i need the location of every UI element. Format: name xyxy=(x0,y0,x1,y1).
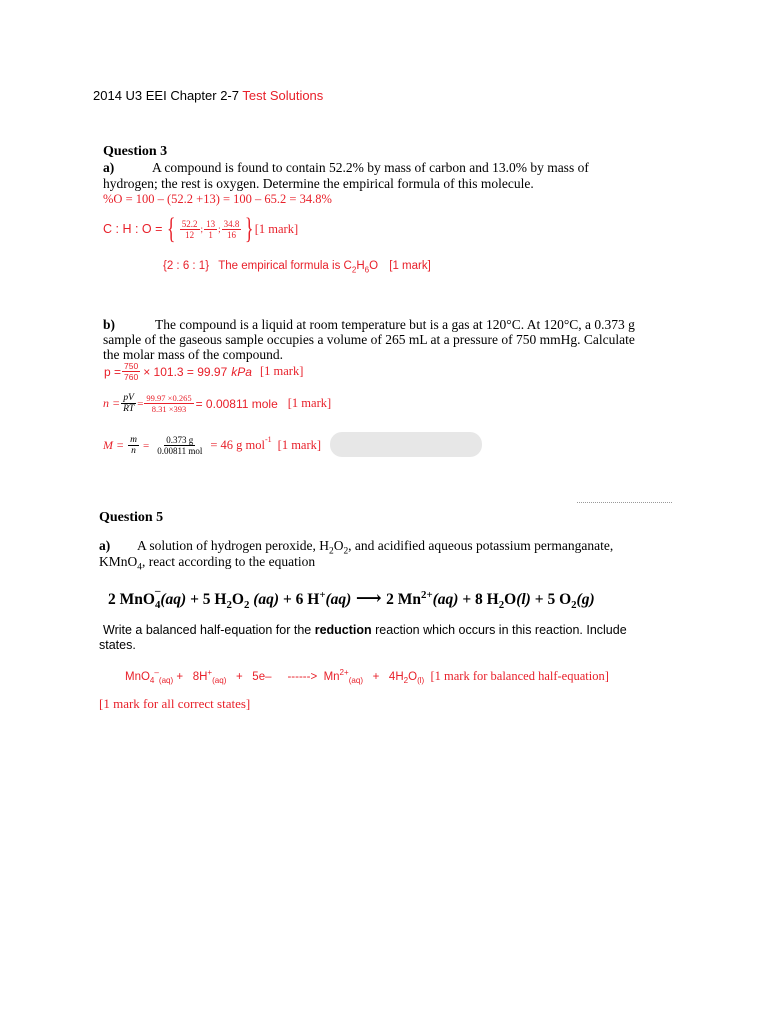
q5-instruction xyxy=(103,622,627,638)
q3-part-a-line1 xyxy=(103,160,589,176)
header-title: 2014 U3 EEI Chapter 2-7 xyxy=(93,88,243,103)
m-mark: [1 mark] xyxy=(277,438,322,452)
q5-a-text2-post: , react according to the equation xyxy=(141,554,316,569)
n-mark: [1 mark] xyxy=(287,396,332,410)
frac-den: 1 xyxy=(208,229,213,240)
q3-moles-calc: n = $\frac{pV}{RT}$ = $\frac{99.97 \times 0.265}{8.31 \times 393}$ = 0.00811 mole [1 mark] xyxy=(103,393,332,414)
eq-part: 2 Mn xyxy=(386,591,422,608)
m-formula-frac xyxy=(128,435,139,456)
sup: – xyxy=(154,585,161,597)
frac-num: 0.373 g xyxy=(166,435,194,445)
frac-den: 0.00811 mol xyxy=(157,446,203,456)
q3-ratio-frac-c xyxy=(180,219,200,240)
sub: 2 xyxy=(351,265,357,275)
m-superscript: -1 xyxy=(264,435,272,444)
sub: 2 xyxy=(343,546,349,557)
q5-a-text1-pre: A solution of hydrogen peroxide, H xyxy=(137,538,329,553)
right-brace-icon: } xyxy=(245,212,254,245)
q3-b-text2: sample of the gaseous sample occupies a volume of 265 mL at a pressure of 750 mmHg. Calculate xyxy=(103,332,635,347)
q5-a-text1-mid: O xyxy=(333,538,344,553)
sub: 4 xyxy=(154,599,161,612)
sup: 2+ xyxy=(339,668,349,677)
frac-den: RT xyxy=(123,404,135,414)
eq-part: + 5 O xyxy=(530,591,572,608)
q5-a-text1-post: , and acidified aqueous potassium permanganate, xyxy=(348,538,614,553)
eq-state: (g) xyxy=(576,591,595,608)
sub: 2 xyxy=(328,546,334,557)
o-letter: O xyxy=(369,260,379,272)
frac-den: 760 xyxy=(124,372,139,382)
half-eq-part: MnO xyxy=(125,670,150,683)
frac-den: 12 xyxy=(185,229,195,240)
q5-states-mark: [1 mark for all correct states] xyxy=(99,696,251,711)
frac-num: 750 xyxy=(124,361,139,371)
sup: + xyxy=(319,588,326,601)
frac-den: 16 xyxy=(226,229,236,240)
eq-part: + 8 H xyxy=(458,591,499,608)
m-result: = 46 g mol xyxy=(210,438,265,452)
question-3-title: Question 3 xyxy=(103,144,168,159)
cropped-text-artifact xyxy=(577,502,672,507)
instruction-pre: Write a balanced half-equation for the xyxy=(103,623,315,637)
eq-part: + 6 H xyxy=(279,591,320,608)
q3-ratio-mark: [1 mark] xyxy=(254,221,299,236)
eq-state: (aq) xyxy=(249,591,280,608)
question-5-title: Question 5 xyxy=(99,510,164,525)
q3-part-b-line1 xyxy=(103,317,635,333)
q3-ratio-line: C : H : O = { $\frac{52.2}{12}$ ; $\frac{13}{1}$ ; $\frac{34.8}{16}$ } [1 mark] xyxy=(103,212,299,245)
half-eq-part: + 8H xyxy=(173,670,208,683)
q5-a-text2-pre: KMnO xyxy=(99,554,138,569)
sub: 2 xyxy=(403,676,409,686)
p-fraction xyxy=(122,361,140,382)
frac-num: 34.8 xyxy=(223,218,240,229)
q3-a-label: a) xyxy=(103,160,115,175)
m-prefix: M = xyxy=(103,438,125,452)
dashed-arrow-icon: ------> xyxy=(271,670,324,683)
half-eq-mark: [1 mark for balanced half-equation] xyxy=(424,668,609,683)
n-formula-frac xyxy=(121,393,136,414)
q3-b-text1: The compound is a liquid at room temperature but is a gas at 120°C. At 120°C, a 0.373 g xyxy=(155,317,635,332)
floating-toolbar-overlay xyxy=(330,432,482,457)
q5-a-label: a) xyxy=(99,538,111,553)
q3-ratio-frac-h xyxy=(204,219,217,240)
q3-a-text2: hydrogen; the rest is oxygen. Determine the empirical formula of this molecule. xyxy=(103,176,534,191)
frac-num: 99.97 ×0.265 xyxy=(146,393,192,403)
half-eq-part: + 5e– xyxy=(226,670,272,683)
sub: (aq) xyxy=(212,676,227,686)
sub: (l) xyxy=(417,676,425,686)
p-mark: [1 mark] xyxy=(259,364,304,378)
p-unit: kPa xyxy=(231,364,252,379)
sub: 2 xyxy=(226,599,232,612)
m-value-frac xyxy=(155,435,204,456)
frac-den: 8.31 ×393 xyxy=(151,404,187,414)
q3-b-text3: the molar mass of the compound. xyxy=(103,347,283,362)
reaction-arrow-icon: ⟶ xyxy=(351,588,387,608)
frac-num: 52.2 xyxy=(181,218,198,229)
q3-a-text1: A compound is found to contain 52.2% by mass of carbon and 13.0% by mass of xyxy=(152,160,589,175)
sub: 4 xyxy=(137,562,142,573)
eq-part: + 5 H xyxy=(186,591,227,608)
left-brace-icon: { xyxy=(167,212,176,245)
sub: (aq) xyxy=(348,676,364,686)
q5-overall-equation xyxy=(108,585,595,612)
result-text-pre: The empirical formula is C xyxy=(218,260,352,272)
eq-part: O xyxy=(231,591,244,608)
sub: 4 xyxy=(149,676,155,686)
sub: 2 xyxy=(243,599,250,612)
q3-result-mark: [1 mark] xyxy=(389,260,431,272)
document-header xyxy=(93,88,323,103)
half-eq-part: Mn xyxy=(323,670,340,683)
header-highlight: Test Solutions xyxy=(242,88,324,103)
q3-b-label: b) xyxy=(103,317,116,332)
half-eq-part: + 4H xyxy=(363,670,404,683)
instruction-bold: reduction xyxy=(314,623,372,637)
eq-state: (aq) xyxy=(432,591,459,608)
q3-result-text xyxy=(218,260,379,275)
eq-state: (l) xyxy=(516,591,531,608)
q3-result-line xyxy=(163,260,431,274)
n-value-frac xyxy=(144,393,193,414)
eq-part: 2 MnO xyxy=(108,591,155,608)
h-letter: H xyxy=(356,260,365,272)
q5-a-text2 xyxy=(99,554,315,576)
q3-ratio-frac-o xyxy=(222,219,242,240)
n-result: = 0.00811 mole xyxy=(195,396,278,411)
half-eq-part: O xyxy=(408,670,418,683)
sup: – xyxy=(154,668,159,677)
q5-half-equation xyxy=(125,668,609,685)
p-prefix: p = xyxy=(104,364,122,379)
q3-result-ratio: {2 : 6 : 1} xyxy=(163,260,210,272)
q5-instruction-line2: states. xyxy=(99,638,136,652)
sup: + xyxy=(207,668,213,677)
q5-part-a-line1 xyxy=(99,538,614,557)
sub: 6 xyxy=(364,265,370,275)
eq-state: (aq) xyxy=(325,591,352,608)
frac-num: pV xyxy=(123,393,134,403)
sub: 2 xyxy=(498,599,505,612)
frac-num: m xyxy=(130,435,137,445)
instruction-post: reaction which occurs in this reaction. Include xyxy=(371,623,627,637)
frac-den: n xyxy=(131,446,136,456)
q3-oxygen-calc: %O = 100 – (52.2 +13) = 100 – 65.2 = 34.8% xyxy=(103,192,332,206)
n-prefix: n = xyxy=(103,396,121,410)
sub: (aq) xyxy=(158,676,174,686)
frac-num: 13 xyxy=(206,218,216,229)
eq-part: O xyxy=(504,591,517,608)
q3-molar-mass-calc: M = $\frac{m}{n}$ = $\frac{0.373 g}{\text{0.00811 mol}}$ = 46 g mol $^{-1}$ [1 mark] xyxy=(103,435,322,456)
q3-pressure-calc xyxy=(104,361,303,382)
eq-state: (aq) xyxy=(160,591,187,608)
sub: 2 xyxy=(571,599,577,612)
q3-ratio-prefix: C : H : O = xyxy=(103,222,163,236)
sup: 2+ xyxy=(421,588,433,601)
p-rest: × 101.3 = 99.97 xyxy=(143,364,228,379)
